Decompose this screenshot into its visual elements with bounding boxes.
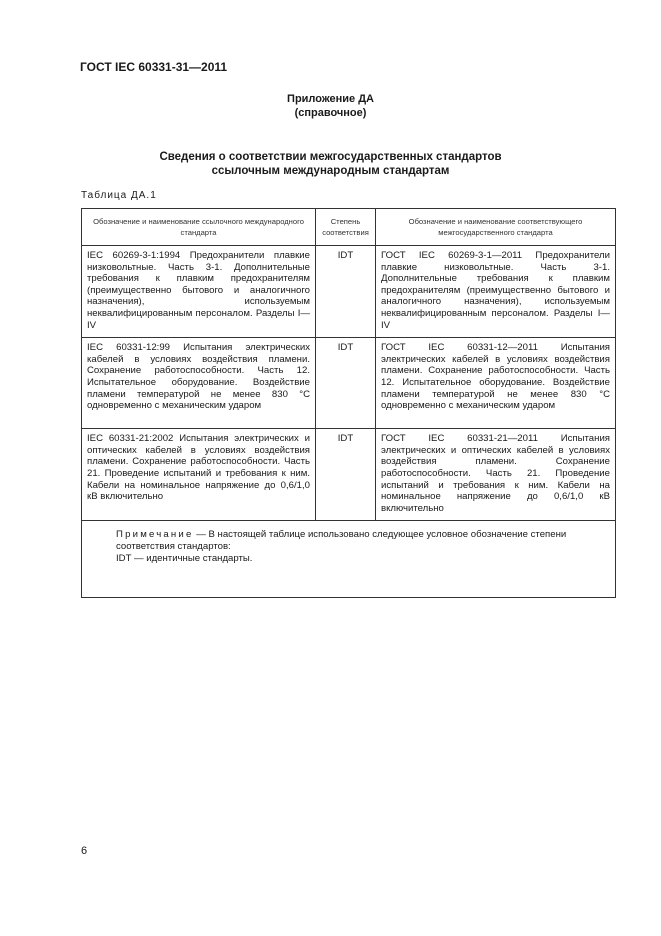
table-row — [82, 429, 616, 521]
cell-degree: IDT — [316, 429, 376, 521]
table-header-row — [82, 209, 616, 246]
header-degree: Степень соответствия — [316, 209, 376, 246]
section-title — [0, 150, 661, 178]
annex-subtitle: (справочное) — [294, 107, 367, 119]
note-label: Примечание — [116, 529, 194, 541]
cell-intl-standard: IEC 60269-3-1:1994 Предохранители плавкие низковольтные. Часть 3-1. Дополнительные требования к плавким предохранителям (преимущественно бытового и аналогичного назначения), используемым неквалифицированным персоналом. Разделы I—IV — [82, 246, 316, 338]
table-note — [82, 521, 616, 598]
cell-interstate-standard: ГОСТ IEC 60331-21—2011 Испытания электрических и оптических кабелей в условиях воздействия пламени. Сохранение работоспособности. Часть 21. Проведение испытаний и требования к ним. Кабели на номинальное напряжение до 0,6/1,0 кВ включительно — [376, 429, 616, 521]
cell-intl-standard: IEC 60331-12:99 Испытания электрических кабелей в условиях воздействия пламени. Сохранение работоспособности. Часть 12. Испытательное оборудование. Воздействие пламени температурой не менее 830 °С одновременно с механическим ударом — [82, 338, 316, 429]
table-row — [82, 338, 616, 429]
section-title-line1: Сведения о соответствии межгосударственных стандартов — [159, 151, 502, 163]
cell-intl-standard: IEC 60331-21:2002 Испытания электрических и оптических кабелей в условиях воздействия пламени. Сохранение работоспособности. Часть 21. Проведение испытаний и требования к ним. Кабели на номинальное напряжение до 0,6/1,0 кВ включительно — [82, 429, 316, 521]
note-legend: IDT — идентичные стандарты. — [116, 552, 253, 564]
cell-degree: IDT — [316, 338, 376, 429]
cell-interstate-standard: ГОСТ IEC 60331-12—2011 Испытания электрических кабелей в условиях воздействия пламени. Сохранение работоспособности. Часть 12. Испытательное оборудование. Воздействие пламени температурой не менее 830 °С одновременно с механическим ударом — [376, 338, 616, 429]
section-title-line2: ссылочным международным стандартам — [211, 165, 450, 177]
table-label: Таблица ДА.1 — [81, 190, 157, 201]
cell-degree: IDT — [316, 246, 376, 338]
correspondence-table — [81, 208, 616, 598]
note-text: — В настоящей таблице использовано следующее условное обозначение степени соответствия стандартов: — [116, 529, 567, 552]
cell-interstate-standard: ГОСТ IEC 60269-3-1—2011 Предохранители плавкие низковольтные. Часть 3-1. Дополнительные требования к плавким предохранителям (преимущественно бытового и аналогичного назначения), используемым неквалифицированным персоналом. Разделы I—IV — [376, 246, 616, 338]
header-intl-standard: Обозначение и наименование ссылочного международного стандарта — [82, 209, 316, 246]
header-interstate-standard: Обозначение и наименование соответствующего межгосударственного стандарта — [376, 209, 616, 246]
table-row — [82, 246, 616, 338]
note-paragraph — [90, 529, 607, 552]
document-code: ГОСТ IEC 60331-31—2011 — [80, 60, 228, 74]
page-number: 6 — [81, 845, 88, 857]
table-note-row — [82, 521, 616, 598]
annex-title: Приложение ДА — [287, 93, 374, 105]
annex-heading — [0, 92, 661, 120]
